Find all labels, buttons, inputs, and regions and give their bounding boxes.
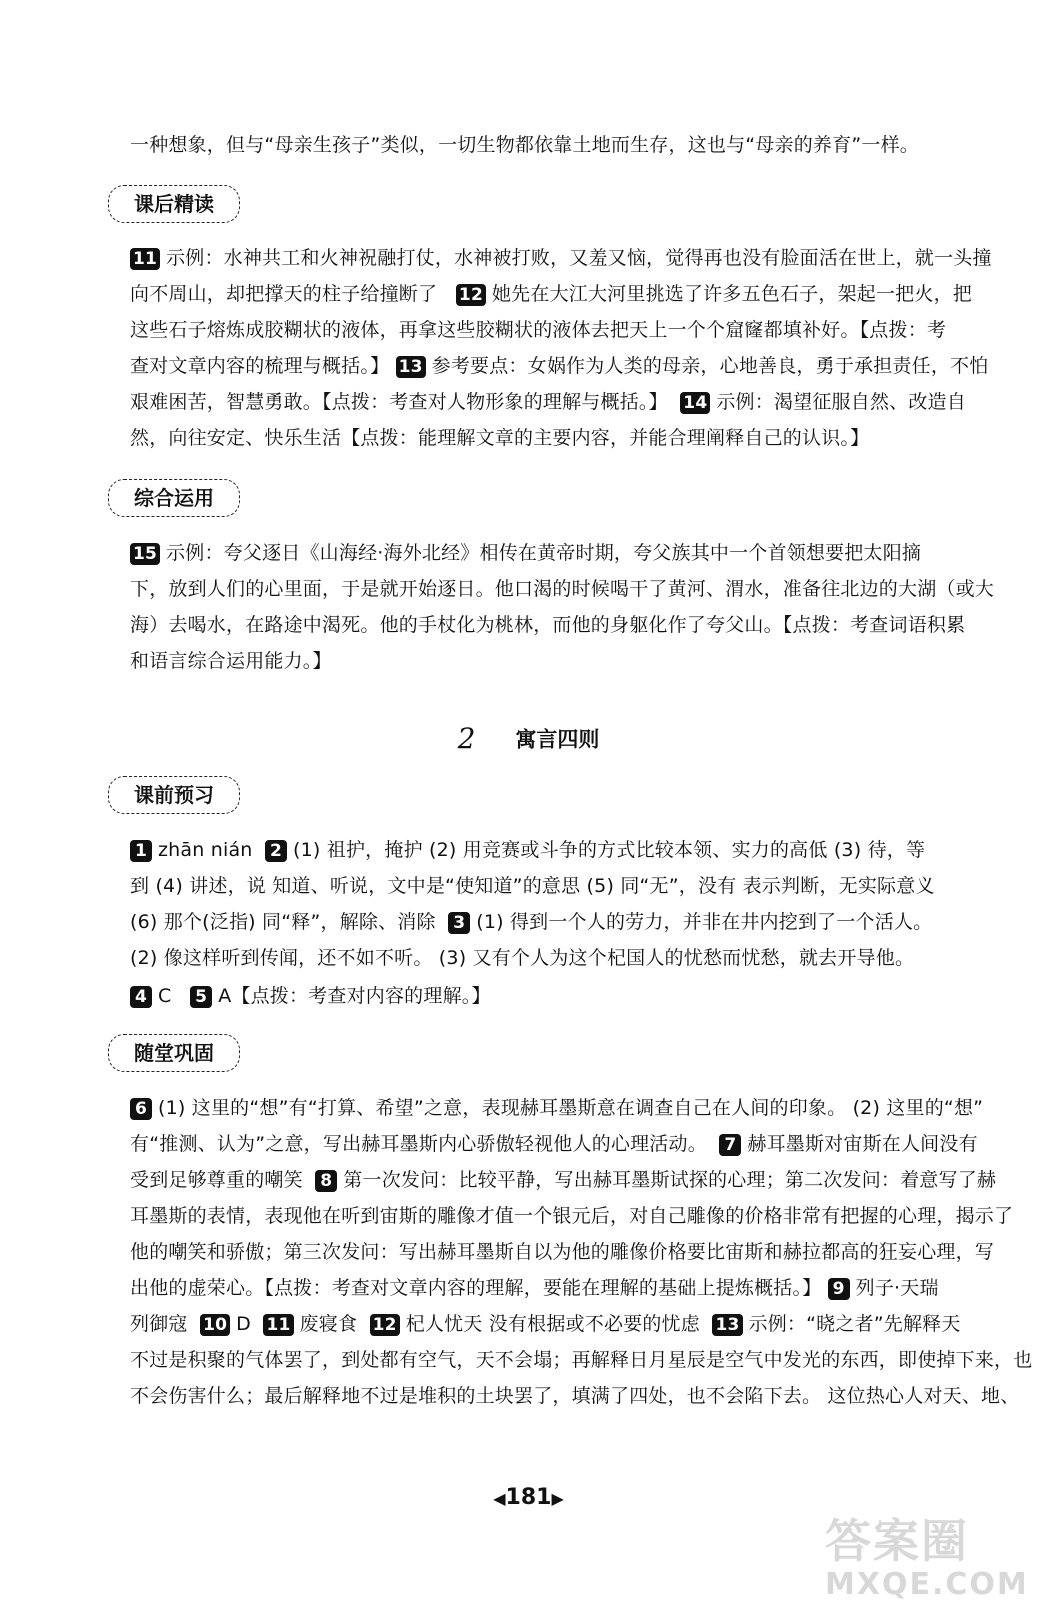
text-line: 耳墨斯的表情，表现他在听到宙斯的雕像才值一个银元后，对自己雕像的价格非常有把握的心理，揭示了 [130, 1205, 1014, 1227]
section-header-consolidation: 随堂巩固 [108, 1034, 240, 1072]
text-line: 和语言综合运用能力。】 [130, 650, 332, 672]
text-line: 受到足够尊重的嘲笑 8 第一次发问：比较平静，写出赫耳墨斯试探的心理；第二次发问：着意写了赫 [130, 1169, 997, 1191]
question-number-badge: 11 [263, 1314, 293, 1336]
text-line: (6) 那个(泛指) 同“释”，解除、消除 3 (1) 得到一个人的劳力，并非在井内挖到了一个活人。 [130, 911, 933, 933]
text-line: 这些石子熔炼成胶糊状的液体，再拿这些胶糊状的液体去把天上一个个窟窿都填补好。【点拨：考 [130, 319, 947, 341]
text-line: 1 zhān nián 2 (1) 祖护，掩护 (2) 用竞赛或斗争的方式比较本领、实力的高低 (3) 待，等 [130, 838, 925, 862]
text-line: 15 示例：夸父逐日《山海经·海外北经》相传在黄帝时期，夸父族其中一个首领想要把太阳摘 [130, 541, 921, 565]
question-number-badge: 6 [130, 1098, 152, 1120]
text-line: 查对文章内容的梳理与概括。】 13 参考要点：女娲作为人类的母亲，心地善良，勇于承担责任，不怕 [130, 355, 989, 377]
text-line: 到 (4) 讲述，说 知道、听说，文中是“使知道”的意思 (5) 同“无”，没有 表示判断，无实际意义 [130, 875, 935, 897]
text-line: 一种想象，但与“母亲生孩子”类似，一切生物都依靠土地而生存，这也与“母亲的养育”一样。 [130, 134, 919, 156]
question-number-badge: 12 [456, 284, 486, 306]
text-line: 他的嘲笑和骄傲；第三次发问：写出赫耳墨斯自以为他的雕像价格要比宙斯和赫拉都高的狂妄心理，写 [130, 1241, 995, 1263]
text-line: 出他的虚荣心。【点拨：考查对文章内容的理解，要能在理解的基础上提炼概括。】 9 列子·天瑞 [130, 1277, 939, 1299]
text-line: 6 (1) 这里的“想”有“打算、希望”之意，表现赫耳墨斯意在调查自己在人间的印象。 (2) 这里的“想” [130, 1096, 983, 1120]
text-line: (2) 像这样听到传闻，还不如不听。 (3) 又有个人为这个杞国人的忧愁而忧愁，就去开导他。 [130, 947, 915, 969]
text-line: 下，放到人们的心里面，于是就开始逐日。他口渴的时候喝干了黄河、渭水，准备往北边的大湖（或大 [130, 578, 995, 600]
text-line: 有“推测、认为”之意，写出赫耳墨斯内心骄傲轻视他人的心理活动。 7 赫耳墨斯对宙斯在人间没有 [130, 1133, 978, 1155]
question-number-badge: 4 [130, 986, 152, 1008]
question-number-badge: 12 [370, 1314, 400, 1336]
section-header-preview: 课前预习 [108, 776, 240, 814]
question-number-badge: 13 [712, 1314, 742, 1336]
text-line: 向不周山，却把撑天的柱子给撞断了 12 她先在大江大河里挑选了许多五色石子，架起一把火，把 [130, 283, 972, 305]
section-header-after-class-reading: 课后精读 [108, 185, 240, 223]
question-number-badge: 2 [265, 840, 287, 862]
text-line: 不会伤害什么；最后解释地不过是堆积的土块罢了，填满了四处，也不会陷下去。 这位热心人对天、地、 [130, 1385, 1020, 1407]
page-number: ◀181▶ [493, 1485, 564, 1510]
question-number-badge: 1 [130, 840, 152, 862]
question-number-badge: 9 [828, 1278, 850, 1300]
text-line: 海）去喝水，在路途中渴死。他的手杖化为桃林，而他的身躯化作了夸父山。【点拨：考查词语积累 [130, 614, 966, 636]
question-number-badge: 11 [130, 248, 160, 270]
right-arrow-icon: ▶ [551, 1489, 564, 1508]
question-number-badge: 8 [315, 1170, 337, 1192]
question-number-badge: 5 [190, 986, 212, 1008]
question-number-badge: 13 [396, 356, 426, 378]
text-line: 11 示例：水神共工和火神祝融打仗，水神被打败，又羞又恼，觉得再也没有脸面活在世上，就一头撞 [130, 246, 992, 270]
left-arrow-icon: ◀ [493, 1489, 506, 1508]
question-number-badge: 15 [130, 543, 160, 565]
question-number-badge: 7 [719, 1134, 741, 1156]
text-line: 4 C 5 A【点拨：考查对内容的理解。】 [130, 984, 491, 1008]
text-line: 列御寇 10 D 11 废寝食 12 杞人忧天 没有根据或不必要的忧虑 13 示例：“晓之者”先解释天 [130, 1313, 961, 1335]
watermark-logo: 答案圈 MXQE.COM [825, 1514, 1029, 1602]
question-number-badge: 14 [680, 392, 710, 414]
section-header-comprehensive-use: 综合运用 [108, 479, 240, 517]
text-line: 不过是积聚的气体罢了，到处都有空气，天不会塌；再解释日月星辰是空气中发光的东西，即使掉下来，也 [130, 1349, 1033, 1371]
text-line: 然，向往安定、快乐生活【点拨：能理解文章的主要内容，并能合理阐释自己的认识。】 [130, 427, 870, 449]
question-number-badge: 3 [448, 912, 470, 934]
lesson-title: 2 寓言四则 [457, 722, 600, 755]
question-number-badge: 10 [200, 1314, 230, 1336]
text-line: 艰难困苦，智慧勇敢。【点拨：考查对人物形象的理解与概括。】 14 示例：渴望征服自然、改造自 [130, 391, 966, 413]
